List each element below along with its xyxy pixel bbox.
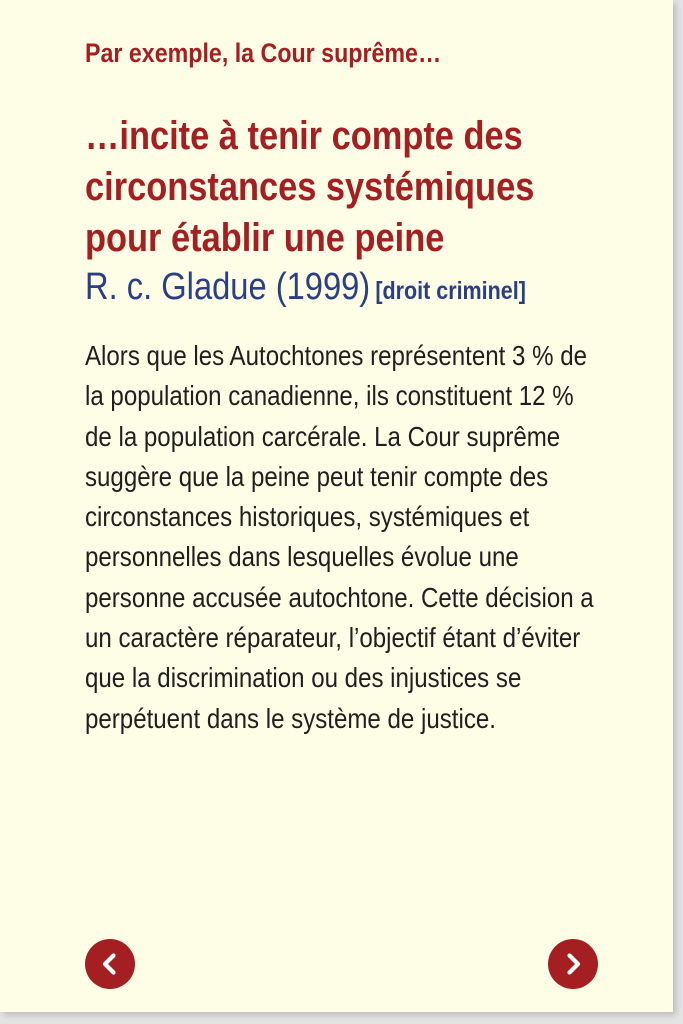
chevron-right-icon — [560, 951, 586, 977]
next-button[interactable] — [548, 939, 598, 989]
eyebrow-text: Par exemple, la Cour suprême… — [85, 38, 442, 68]
body-paragraph: Alors que les Autochtones représentent 3 % de la population canadienne, ils constituent 12 % de la population carcérale. La Cour suprême suggère que la peine peut tenir compte des circonstances historiques, systémiques et personnelles dans lesquelles évolue une personne accusée autochtone. Cette décision a un caractère réparateur, l’objectif étant d’éviter que la discrimination ou des injustices se perpétuent dans le système de justice. — [85, 340, 594, 734]
previous-button[interactable] — [85, 939, 135, 989]
chevron-left-icon — [97, 951, 123, 977]
case-name: R. c. Gladue (1999) — [85, 266, 371, 308]
case-category-tag: [droit criminel] — [375, 277, 526, 305]
case-reference — [85, 266, 526, 309]
page-title: …incite à tenir compte des circonstances systémiques pour établir une peine — [85, 114, 535, 260]
